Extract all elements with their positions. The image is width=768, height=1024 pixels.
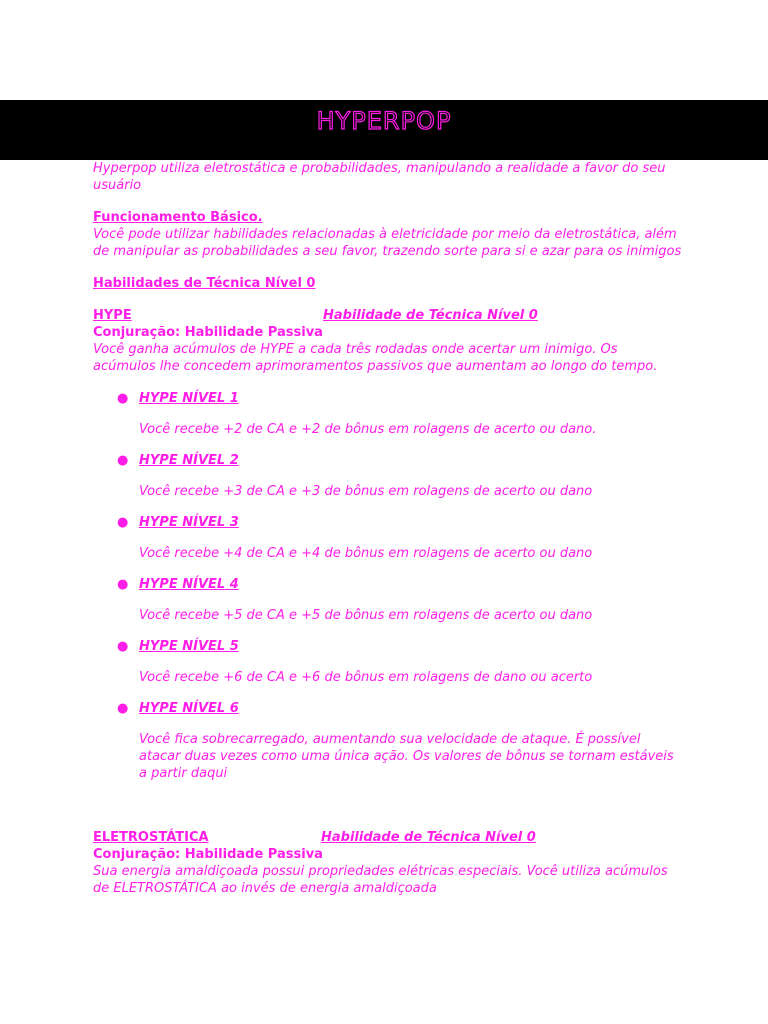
hype-level-text: Você recebe +6 de CA e +6 de bônus em rolagens de dano ou acerto [139,670,593,685]
hype-level-label: HYPE NÍVEL 4 [139,577,239,592]
hype-level-text: Você recebe +3 de CA e +3 de bônus em rolagens de acerto ou dano [139,484,593,499]
hype-heading [93,307,683,324]
bullet-icon: ● [117,701,129,716]
page-title: HYPERPOP [316,107,452,136]
section-heading: Habilidades de Técnica Nível 0 [93,276,316,291]
basic-text: Você pode utilizar habilidades relacionadas à eletricidade por meio da eletrostática, além de manipular as probabilidades a seu favor, trazendo sorte para si e azar para os inimigos [93,227,682,259]
hype-level-text: Você fica sobrecarregado, aumentando sua velocidade de ataque. É possível atacar duas vezes como uma única ação. Os valores de bônus se tornam estáveis a partir daqui [139,732,674,781]
eletro-level-tag: Habilidade de Técnica Nível 0 [321,830,536,845]
hype-level-label: HYPE NÍVEL 1 [139,391,239,406]
list-item [93,390,683,438]
hype-level-label: HYPE NÍVEL 3 [139,515,239,530]
hype-level-text: Você recebe +2 de CA e +2 de bônus em rolagens de acerto ou dano. [139,422,597,437]
hype-level-tag: Habilidade de Técnica Nível 0 [323,308,538,323]
eletro-heading [93,829,683,846]
intro-text: Hyperpop utiliza eletrostática e probabilidades, manipulando a realidade a favor do seu usuário [93,161,666,193]
hype-level-list [93,390,683,782]
hype-level-label: HYPE NÍVEL 6 [139,701,239,716]
list-item [93,700,683,782]
eletro-casting: Conjuração: Habilidade Passiva [93,847,323,862]
eletro-description: Sua energia amaldiçoada possui propriedades elétricas especiais. Você utiliza acúmulos de ELETROSTÁTICA ao invés de energia amaldiçoada [93,864,668,896]
bullet-icon: ● [117,639,129,654]
hype-casting: Conjuração: Habilidade Passiva [93,325,323,340]
hype-level-text: Você recebe +5 de CA e +5 de bônus em rolagens de acerto ou dano [139,608,593,623]
hype-name: HYPE [93,308,132,323]
hype-description: Você ganha acúmulos de HYPE a cada três rodadas onde acertar um inimigo. Os acúmulos lhe concedem aprimoramentos passivos que aumentam ao longo do tempo. [93,342,658,374]
bullet-icon: ● [117,515,129,530]
bullet-icon: ● [117,453,129,468]
list-item [93,638,683,686]
list-item [93,576,683,624]
basic-heading: Funcionamento Básico. [93,210,263,225]
list-item [93,514,683,562]
list-item [93,452,683,500]
bullet-icon: ● [117,391,129,406]
eletro-name: ELETROSTÁTICA [93,830,209,845]
hype-level-label: HYPE NÍVEL 5 [139,639,239,654]
document-body [93,160,683,897]
bullet-icon: ● [117,577,129,592]
hype-level-label: HYPE NÍVEL 2 [139,453,239,468]
hype-level-text: Você recebe +4 de CA e +4 de bônus em rolagens de acerto ou dano [139,546,593,561]
